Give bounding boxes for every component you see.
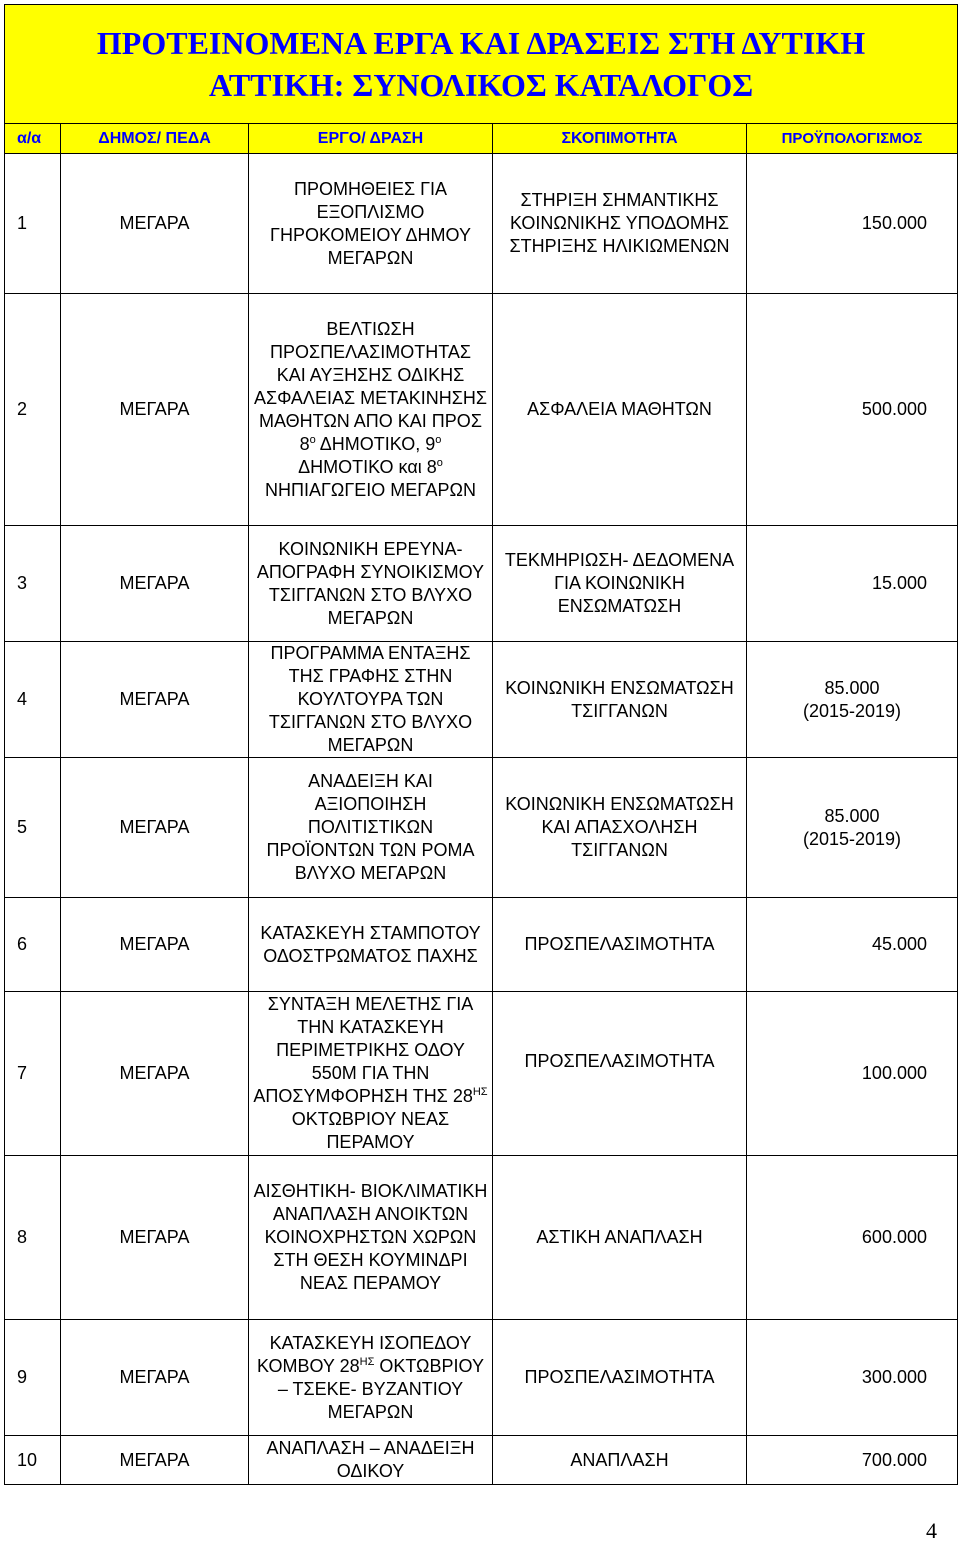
- row-purpose: ΑΣΦΑΛΕΙΑ ΜΑΘΗΤΩΝ: [493, 294, 747, 525]
- row-number: 7: [5, 992, 61, 1155]
- row-purpose: ΚΟΙΝΩΝΙΚΗ ΕΝΣΩΜΑΤΩΣΗ ΤΣΙΓΓΑΝΩΝ: [493, 642, 747, 757]
- table-row: [5, 294, 957, 526]
- row-municipality: ΜΕΓΑΡΑ: [61, 526, 249, 641]
- page-number: 4: [926, 1518, 937, 1543]
- row-budget: 600.000: [861, 1227, 927, 1247]
- table-row: [5, 642, 957, 758]
- row-number: 9: [5, 1320, 61, 1435]
- table-row: [5, 1436, 957, 1484]
- row-project: ΑΝΑΔΕΙΞΗ ΚΑΙ ΑΞΙΟΠΟΙΗΣΗ ΠΟΛΙΤΙΣΤΙΚΩΝ ΠΡΟΪΟΝΤΩΝ ΤΩΝ ΡΟΜΑ ΒΛΥΧΟ ΜΕΓΑΡΩΝ: [249, 758, 493, 897]
- row-municipality: ΜΕΓΑΡΑ: [61, 898, 249, 991]
- row-number: 6: [5, 898, 61, 991]
- row-project: [249, 1320, 493, 1435]
- header-project: ΕΡΓΟ/ ΔΡΑΣΗ: [249, 124, 493, 153]
- table-row: [5, 758, 957, 898]
- row-number: 1: [5, 154, 61, 293]
- row-purpose: ΠΡΟΣΠΕΛΑΣΙΜΟΤΗΤΑ: [493, 1320, 747, 1435]
- row-project-text: ΚΑΤΑΣΚΕΥΗ ΙΣΟΠΕΔΟΥ ΚΟΜΒΟΥ $28^{H\Sigma}$ ΟΚΤΩΒΡΙΟΥ – ΤΣΕΚΕ- ΒΥΖΑΝΤΙΟΥ ΜΕΓΑΡΩΝ: [257, 1332, 484, 1422]
- row-project-text: ΒΕΛΤΙΩΣΗ ΠΡΟΣΠΕΛΑΣΙΜΟΤΗΤΑΣ ΚΑΙ ΑΥΞΗΣΗΣ ΟΔΙΚΗΣ ΑΣΦΑΛΕΙΑΣ ΜΕΤΑΚΙΝΗΣΗΣ ΜΑΘΗΤΩΝ ΑΠΟ ΚΑΙ ΠΡΟΣ $8^o$ ΔΗΜΟΤΙΚΟ, $9^o$ ΔΗΜΟΤΙΚΟ και $8^o$ ΝΗΠΙΑΓΩΓΕΙΟ ΜΕΓΑΡΩΝ: [253, 318, 488, 500]
- row-purpose: ΤΕΚΜΗΡΙΩΣΗ- ΔΕΔΟΜΕΝΑ ΓΙΑ ΚΟΙΝΩΝΙΚΗ ΕΝΣΩΜΑΤΩΣΗ: [493, 526, 747, 641]
- row-project: ΑΙΣΘΗΤΙΚΗ- ΒΙΟΚΛΙΜΑΤΙΚΗ ΑΝΑΠΛΑΣΗ ΑΝΟΙΚΤΩΝ ΚΟΙΝΟΧΡΗΣΤΩΝ ΧΩΡΩΝ ΣΤΗ ΘΕΣΗ ΚΟΥΜΙΝΔΡΙ ΝΕΑΣ ΠΕΡΑΜΟΥ: [249, 1156, 493, 1319]
- row-municipality: ΜΕΓΑΡΑ: [61, 758, 249, 897]
- row-project-text: ΣΥΝΤΑΞΗ ΜΕΛΕΤΗΣ ΓΙΑ ΤΗΝ ΚΑΤΑΣΚΕΥΗ ΠΕΡΙΜΕΤΡΙΚΗΣ ΟΔΟΥ 550Μ ΓΙΑ ΤΗΝ ΑΠΟΣΥΜΦΟΡΗΣΗ ΤΗΣ $28^{H\Sigma}$ ΟΚΤΩΒΡΙΟΥ ΝΕΑΣ ΠΕΡΑΜΟΥ: [253, 994, 488, 1152]
- row-budget: 500.000: [861, 399, 927, 419]
- table-row: [5, 1156, 957, 1320]
- header-municipality: ΔΗΜΟΣ/ ΠΕΔΑ: [61, 124, 249, 153]
- table-row: [5, 898, 957, 992]
- row-project: ΚΑΤΑΣΚΕΥΗ ΣΤΑΜΠΟΤΟΥ ΟΔΟΣΤΡΩΜΑΤΟΣ ΠΑΧΗΣ: [249, 898, 493, 991]
- row-number: 4: [5, 642, 61, 757]
- row-purpose: ΣΤΗΡΙΞΗ ΣΗΜΑΝΤΙΚΗΣ ΚΟΙΝΩΝΙΚΗΣ ΥΠΟΔΟΜΗΣ ΣΤΗΡΙΞΗΣ ΗΛΙΚΙΩΜΕΝΩΝ: [493, 154, 747, 293]
- row-budget-amount: 85.000: [824, 805, 880, 826]
- row-project: ΚΟΙΝΩΝΙΚΗ ΕΡΕΥΝΑ- ΑΠΟΓΡΑΦΗ ΣΥΝΟΙΚΙΣΜΟΥ ΤΣΙΓΓΑΝΩΝ ΣΤΟ ΒΛΥΧΟ ΜΕΓΑΡΩΝ: [249, 526, 493, 641]
- row-purpose: ΠΡΟΣΠΕΛΑΣΙΜΟΤΗΤΑ: [493, 992, 747, 1155]
- table-header-row: [5, 124, 957, 154]
- row-budget-period: (2015-2019): [802, 828, 902, 849]
- row-budget: [747, 642, 957, 757]
- row-budget-amount: 85.000: [824, 677, 880, 698]
- row-purpose: ΑΝΑΠΛΑΣΗ: [493, 1436, 747, 1484]
- row-municipality: ΜΕΓΑΡΑ: [61, 1320, 249, 1435]
- row-project: [249, 294, 493, 525]
- row-budget-period: (2015-2019): [802, 700, 902, 721]
- row-purpose: ΑΣΤΙΚΗ ΑΝΑΠΛΑΣΗ: [493, 1156, 747, 1319]
- project-table: [4, 4, 958, 1485]
- row-purpose: ΚΟΙΝΩΝΙΚΗ ΕΝΣΩΜΑΤΩΣΗ ΚΑΙ ΑΠΑΣΧΟΛΗΣΗ ΤΣΙΓΓΑΝΩΝ: [493, 758, 747, 897]
- page-title: ΠΡΟΤΕΙΝΟΜΕΝΑ ΕΡΓΑ ΚΑΙ ΔΡΑΣΕΙΣ ΣΤΗ ΔΥΤΙΚΗ ΑΤΤΙΚΗ: ΣΥΝΟΛΙΚΟΣ ΚΑΤΑΛΟΓΟΣ: [96, 25, 866, 103]
- table-row: [5, 154, 957, 294]
- row-budget: 15.000: [871, 573, 927, 593]
- row-budget: 45.000: [871, 934, 927, 954]
- row-municipality: ΜΕΓΑΡΑ: [61, 294, 249, 525]
- row-municipality: ΜΕΓΑΡΑ: [61, 992, 249, 1155]
- row-municipality: ΜΕΓΑΡΑ: [61, 154, 249, 293]
- header-purpose: ΣΚΟΠΙΜΟΤΗΤΑ: [493, 124, 747, 153]
- row-number: 2: [5, 294, 61, 525]
- title-banner: [5, 5, 957, 124]
- row-budget: 150.000: [861, 213, 927, 233]
- row-project: ΠΡΟΜΗΘΕΙΕΣ ΓΙΑ ΕΞΟΠΛΙΣΜΟ ΓΗΡΟΚΟΜΕΙΟΥ ΔΗΜΟΥ ΜΕΓΑΡΩΝ: [249, 154, 493, 293]
- table-row: [5, 526, 957, 642]
- row-municipality: ΜΕΓΑΡΑ: [61, 642, 249, 757]
- row-municipality: ΜΕΓΑΡΑ: [61, 1156, 249, 1319]
- row-purpose: ΠΡΟΣΠΕΛΑΣΙΜΟΤΗΤΑ: [493, 898, 747, 991]
- row-number: 8: [5, 1156, 61, 1319]
- header-budget: ΠΡΟΫΠΟΛΟΓΙΣΜΟΣ: [781, 130, 923, 147]
- row-number: 5: [5, 758, 61, 897]
- row-number: 10: [5, 1436, 61, 1484]
- row-budget: 700.000: [861, 1449, 927, 1470]
- table-row: [5, 1320, 957, 1436]
- row-budget: 300.000: [861, 1367, 927, 1387]
- row-number: 3: [5, 526, 61, 641]
- header-number: α/α: [5, 124, 61, 153]
- row-project: ΠΡΟΓΡΑΜΜΑ ΕΝΤΑΞΗΣ ΤΗΣ ΓΡΑΦΗΣ ΣΤΗΝ ΚΟΥΛΤΟΥΡΑ ΤΩΝ ΤΣΙΓΓΑΝΩΝ ΣΤΟ ΒΛΥΧΟ ΜΕΓΑΡΩΝ: [249, 642, 493, 757]
- table-row: [5, 992, 957, 1156]
- row-budget: 100.000: [861, 1063, 927, 1083]
- row-municipality: ΜΕΓΑΡΑ: [61, 1436, 249, 1484]
- row-budget: [747, 758, 957, 897]
- row-project: [249, 992, 493, 1155]
- row-project: ΑΝΑΠΛΑΣΗ – ΑΝΑΔΕΙΞΗ ΟΔΙΚΟΥ: [249, 1436, 493, 1484]
